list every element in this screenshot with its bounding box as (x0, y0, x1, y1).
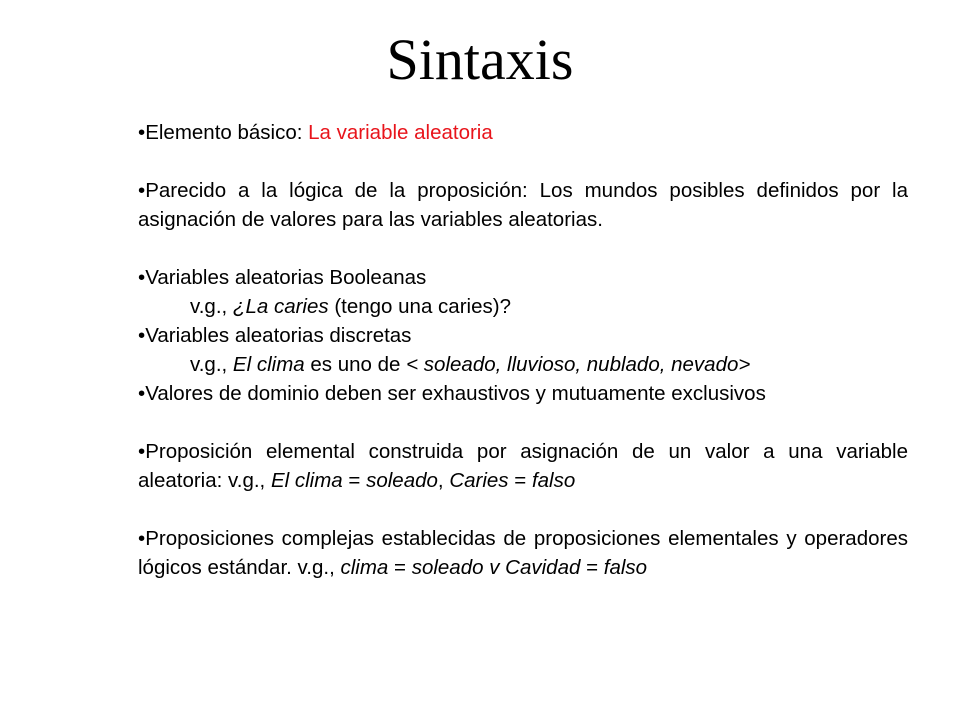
example-prefix: v.g., (190, 295, 233, 318)
italic-term: Cavidad (505, 556, 581, 579)
slide-content (138, 118, 908, 582)
italic-term: soleado (366, 469, 438, 492)
example-discretas (138, 350, 908, 379)
example-italic: ¿La caries (232, 295, 329, 318)
item-label: Elemento básico: (145, 121, 309, 144)
example-prefix: v.g., (190, 353, 233, 376)
operator: = (580, 556, 604, 579)
item-text: Variables aleatorias discretas (145, 324, 412, 347)
italic-term: falso (531, 469, 576, 492)
bullet-mark: • (138, 179, 146, 202)
bullet-mark: • (138, 324, 146, 347)
italic-term: clima (340, 556, 389, 579)
example-booleanas (138, 292, 908, 321)
operator: = (508, 469, 532, 492)
example-italic: El clima (232, 353, 305, 376)
italic-term: falso (603, 556, 648, 579)
example-middle: es uno de (304, 353, 407, 376)
bullet-mark: • (138, 527, 146, 550)
item-text: Proposición elemental construida por asignación de un valor a una variable aleatoria: v.g., (138, 440, 908, 492)
spacer (138, 495, 908, 524)
italic-term: El clima (270, 469, 343, 492)
bullet-variables-booleanas (138, 263, 908, 292)
highlight-text: La variable aleatoria (308, 121, 493, 144)
operator: = (342, 469, 367, 492)
spacer (138, 234, 908, 263)
slide-title: Sintaxis (386, 27, 574, 92)
operator: = (388, 556, 412, 579)
bullet-proposicion-elemental (138, 437, 908, 495)
example-italic: < soleado, lluvioso, nublado, nevado> (406, 353, 751, 376)
item-text: Proposiciones complejas establecidas de proposiciones elementales y operadores lógicos estándar. v.g., (138, 527, 908, 579)
italic-term: Caries (449, 469, 509, 492)
bullet-mark: • (138, 266, 146, 289)
spacer (138, 408, 908, 437)
example-suffix: (tengo una caries)? (328, 295, 511, 318)
item-text: Variables aleatorias Booleanas (145, 266, 427, 289)
bullet-parecido-logica (138, 176, 908, 234)
spacer (138, 147, 908, 176)
bullet-mark: • (138, 121, 146, 144)
item-text: Valores de dominio deben ser exhaustivos y mutuamente exclusivos (145, 382, 766, 405)
connector: v (483, 556, 506, 579)
item-text: Parecido a la lógica de la proposición: Los mundos posibles definidos por la asignación de valores para las variables aleatorias. (138, 179, 908, 231)
bullet-valores-dominio (138, 379, 908, 408)
bullet-variables-discretas (138, 321, 908, 350)
bullet-elemento-basico (138, 118, 908, 147)
separator: , (437, 469, 450, 492)
bullet-mark: • (138, 440, 146, 463)
italic-term: soleado (411, 556, 484, 579)
bullet-mark: • (138, 382, 146, 405)
bullet-proposiciones-complejas (138, 524, 908, 582)
